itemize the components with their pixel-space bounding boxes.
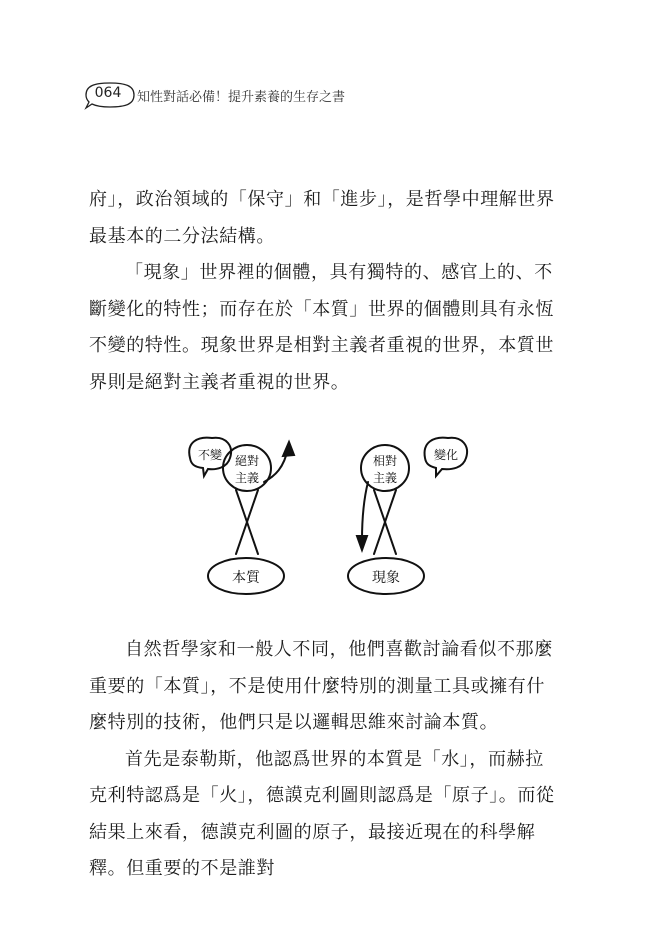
paragraph: 府」，政治領域的「保守」和「進步」，是哲學中理解世界最基本的二分法結構。 (89, 189, 555, 247)
text-block-top (89, 182, 559, 401)
base-label-left: 本質 (232, 570, 260, 586)
text-block-bottom (89, 632, 559, 888)
head-text-right-2: 主義 (372, 471, 398, 485)
paragraph: 首先是泰勒斯，他認爲世界的本質是「水」，而赫拉克利特認爲是「火」，德謨克利圖則認爲是「原子」。而從結果上來看，德謨克利圖的原子，最接近現在的科學解釋。但重要的不是誰對 (89, 748, 555, 879)
speech-text-right: 變化 (433, 448, 459, 462)
base-label-right: 現象 (372, 570, 400, 586)
arm-line (362, 482, 368, 540)
page-number: 064 (94, 85, 122, 101)
page-header (82, 80, 582, 110)
absolutism-relativism-illustration (180, 428, 480, 608)
speech-text-left: 不變 (197, 448, 223, 462)
head-text-right-1: 相對 (372, 454, 398, 468)
head-text-left-1: 絕對 (234, 454, 260, 468)
arrow-head (357, 536, 367, 550)
stick-figures-drawing (180, 428, 480, 608)
arrow-head (283, 442, 294, 456)
head-text-left-2: 主義 (234, 471, 260, 485)
paragraph: 「現象」世界裡的個體，具有獨特的、感官上的、不斷變化的特性；而存在於「本質」世界的個體則具有永恆不變的特性。現象世界是相對主義者重視的世界，本質世界則是絕對主義者重視的世界。 (89, 262, 554, 393)
paragraph: 自然哲學家和一般人不同，他們喜歡討論看似不那麼重要的「本質」，不是使用什麼特別的測量工具或擁有什麼特別的技術，他們只是以邏輯思維來討論本質。 (89, 639, 553, 733)
running-title: 知性對話必備！提升素養的生存之書 (137, 90, 346, 105)
